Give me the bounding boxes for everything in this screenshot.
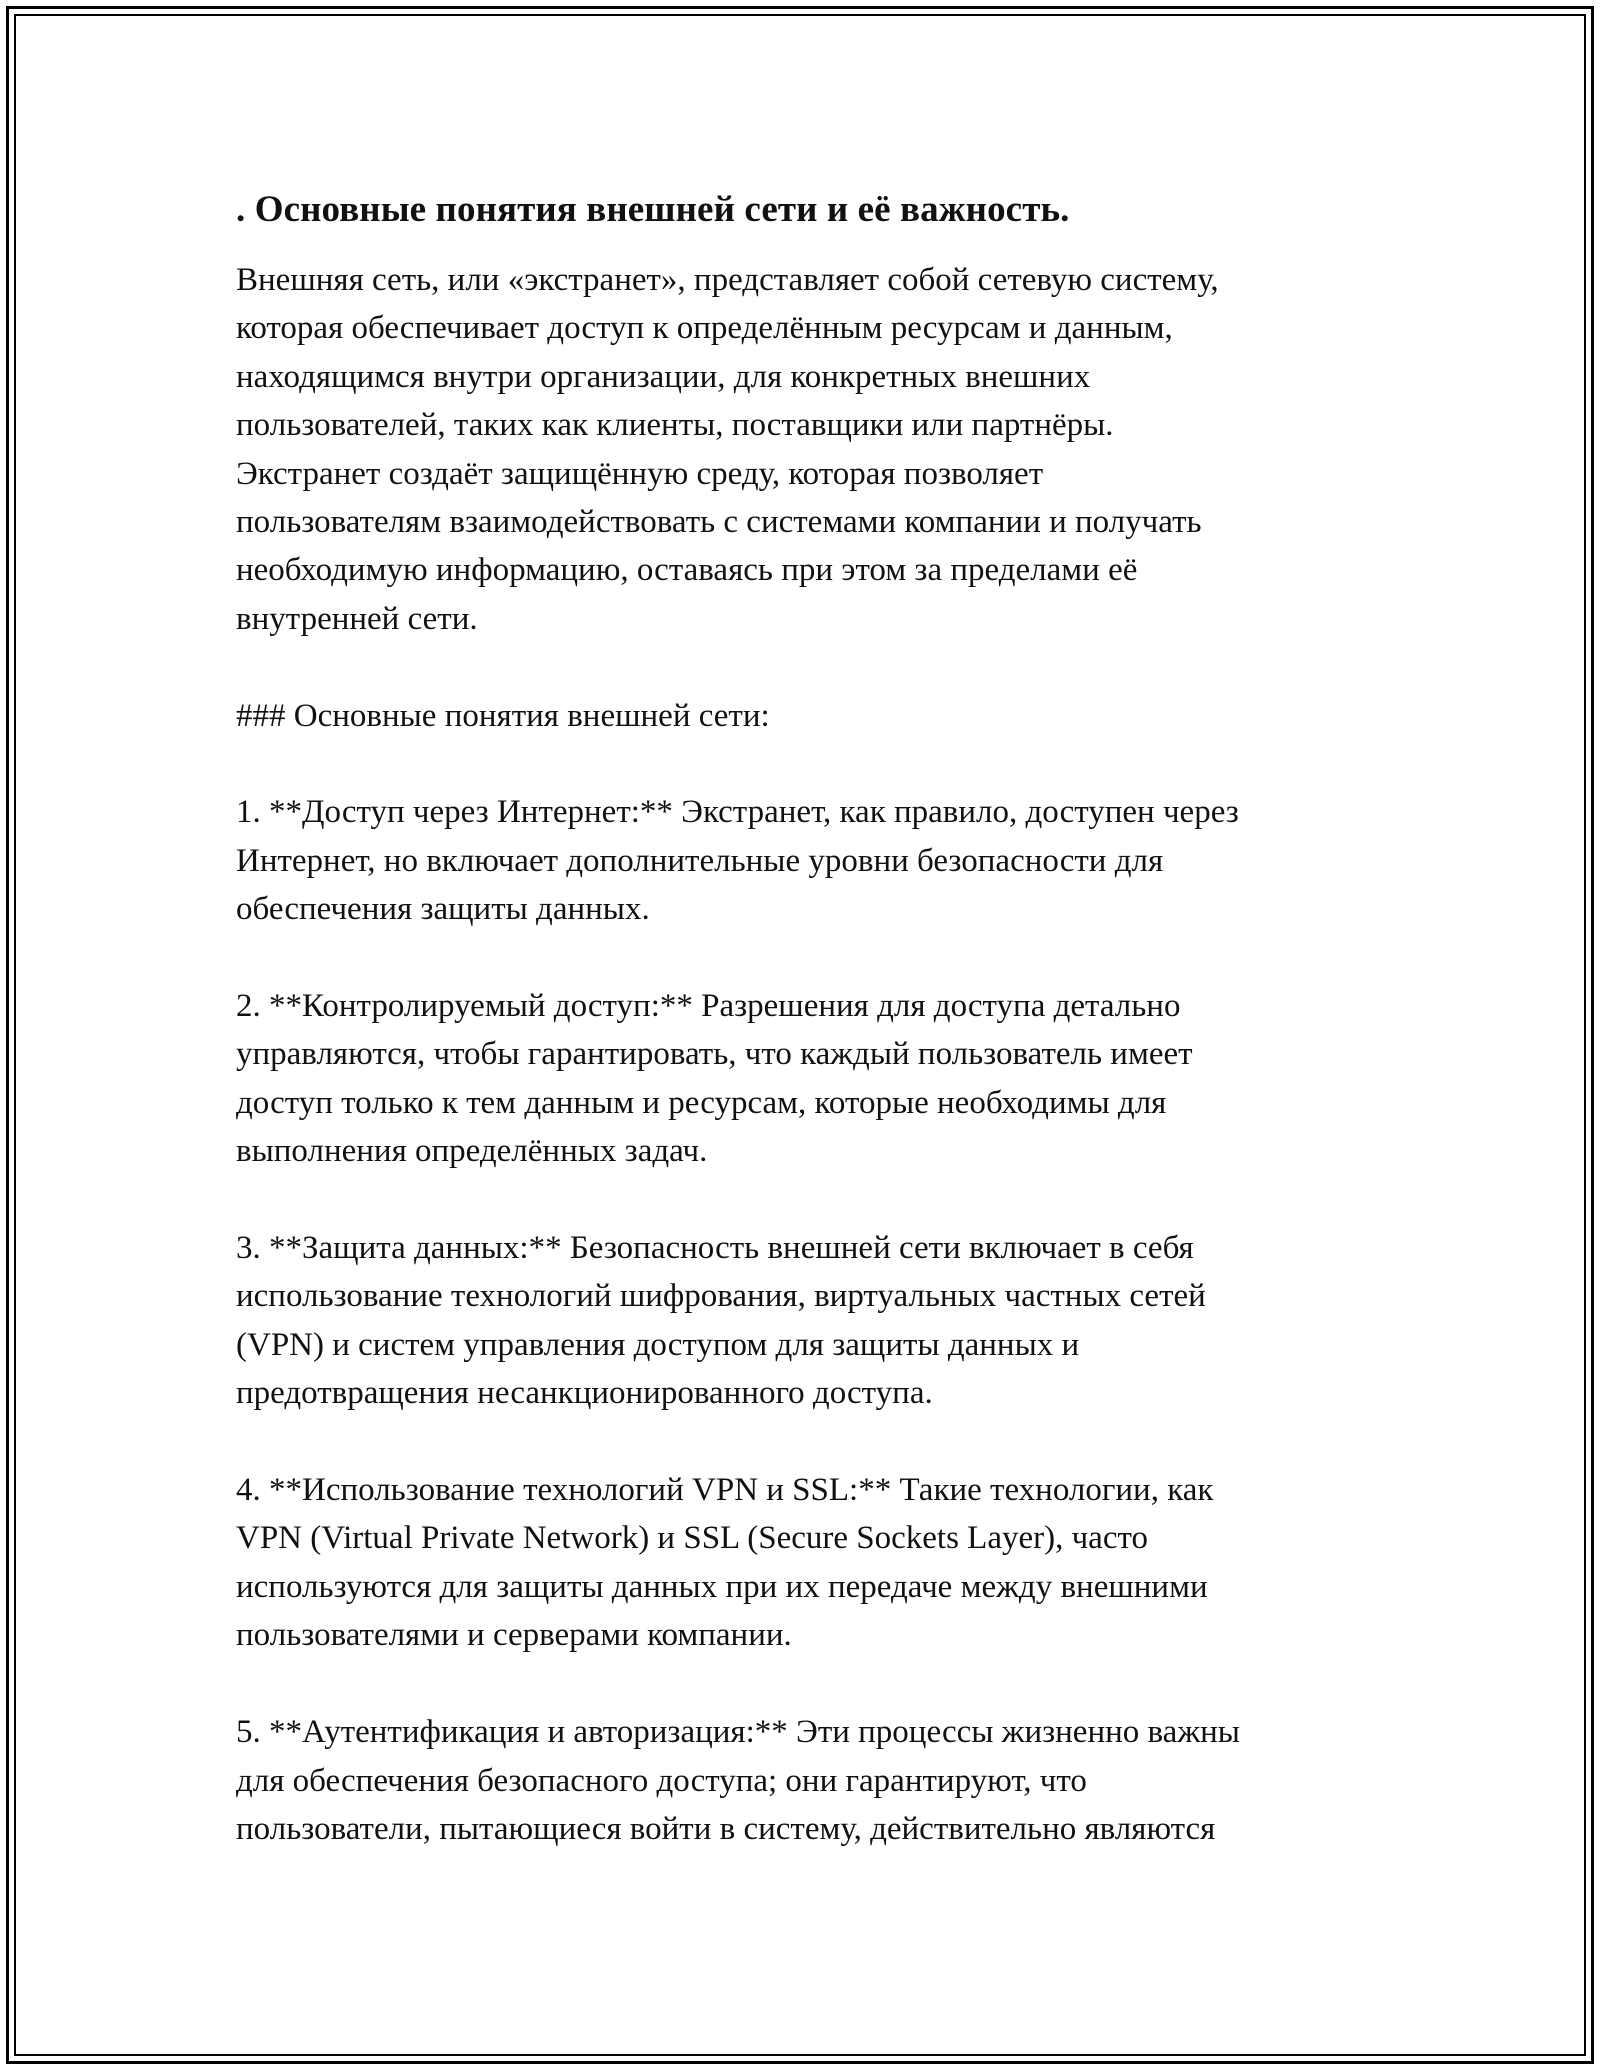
- intro-paragraph: Внешняя сеть, или «экстранет», представляет собой сетевую систему, которая обеспечивает доступ к определённым ресурсам и данным, находящимся внутри организации, для конкретных внешних пользователей, таких как клиенты, поставщики или партнёры. Экстранет создаёт защищённую среду, которая позволяет пользователям взаимодействовать с системами компании и получать необходимую информацию, оставаясь при этом за пределами её внутренней сети.: [236, 262, 1219, 637]
- list-item-3: 3. **Защита данных:** Безопасность внешней сети включает в себя использование технологий шифрования, виртуальных частных сетей (VPN) и систем управления доступом для защиты данных и предотвращения несанкционированного доступа.: [236, 1230, 1206, 1412]
- paragraph-gap: [236, 1660, 1386, 1708]
- document-title: . Основные понятия внешней сети и её важность.: [236, 189, 1070, 230]
- paragraph-gap: [236, 1176, 1386, 1224]
- list-item-5: 5. **Аутентификация и авторизация:** Эти процессы жизненно важны для обеспечения безопасного доступа; они гарантируют, что пользователи, пытающиеся войти в систему, действительно являются: [236, 1714, 1240, 1847]
- list-item-1: 1. **Доступ через Интернет:** Экстранет, как правило, доступен через Интернет, но включает дополнительные уровни безопасности для обеспечения защиты данных.: [236, 794, 1239, 928]
- paragraph-gap: [236, 1418, 1386, 1466]
- paragraph-gap: [236, 643, 1386, 691]
- paragraph-gap: [236, 934, 1386, 982]
- list-item-2: 2. **Контролируемый доступ:** Разрешения для доступа детально управляются, чтобы гарантировать, что каждый пользователь имеет доступ только к тем данным и ресурсам, которые необходимы для выполнения определённых задач.: [236, 988, 1193, 1170]
- document-body: [236, 186, 1386, 1853]
- list-item-4: 4. **Использование технологий VPN и SSL:** Такие технологии, как VPN (Virtual Private Network) и SSL (Secure Sockets Layer), часто используются для защиты данных при их передаче между внешними пользователями и серверами компании.: [236, 1472, 1214, 1654]
- section-heading: ### Основные понятия внешней сети:: [236, 697, 770, 734]
- paragraph-gap: [236, 740, 1386, 788]
